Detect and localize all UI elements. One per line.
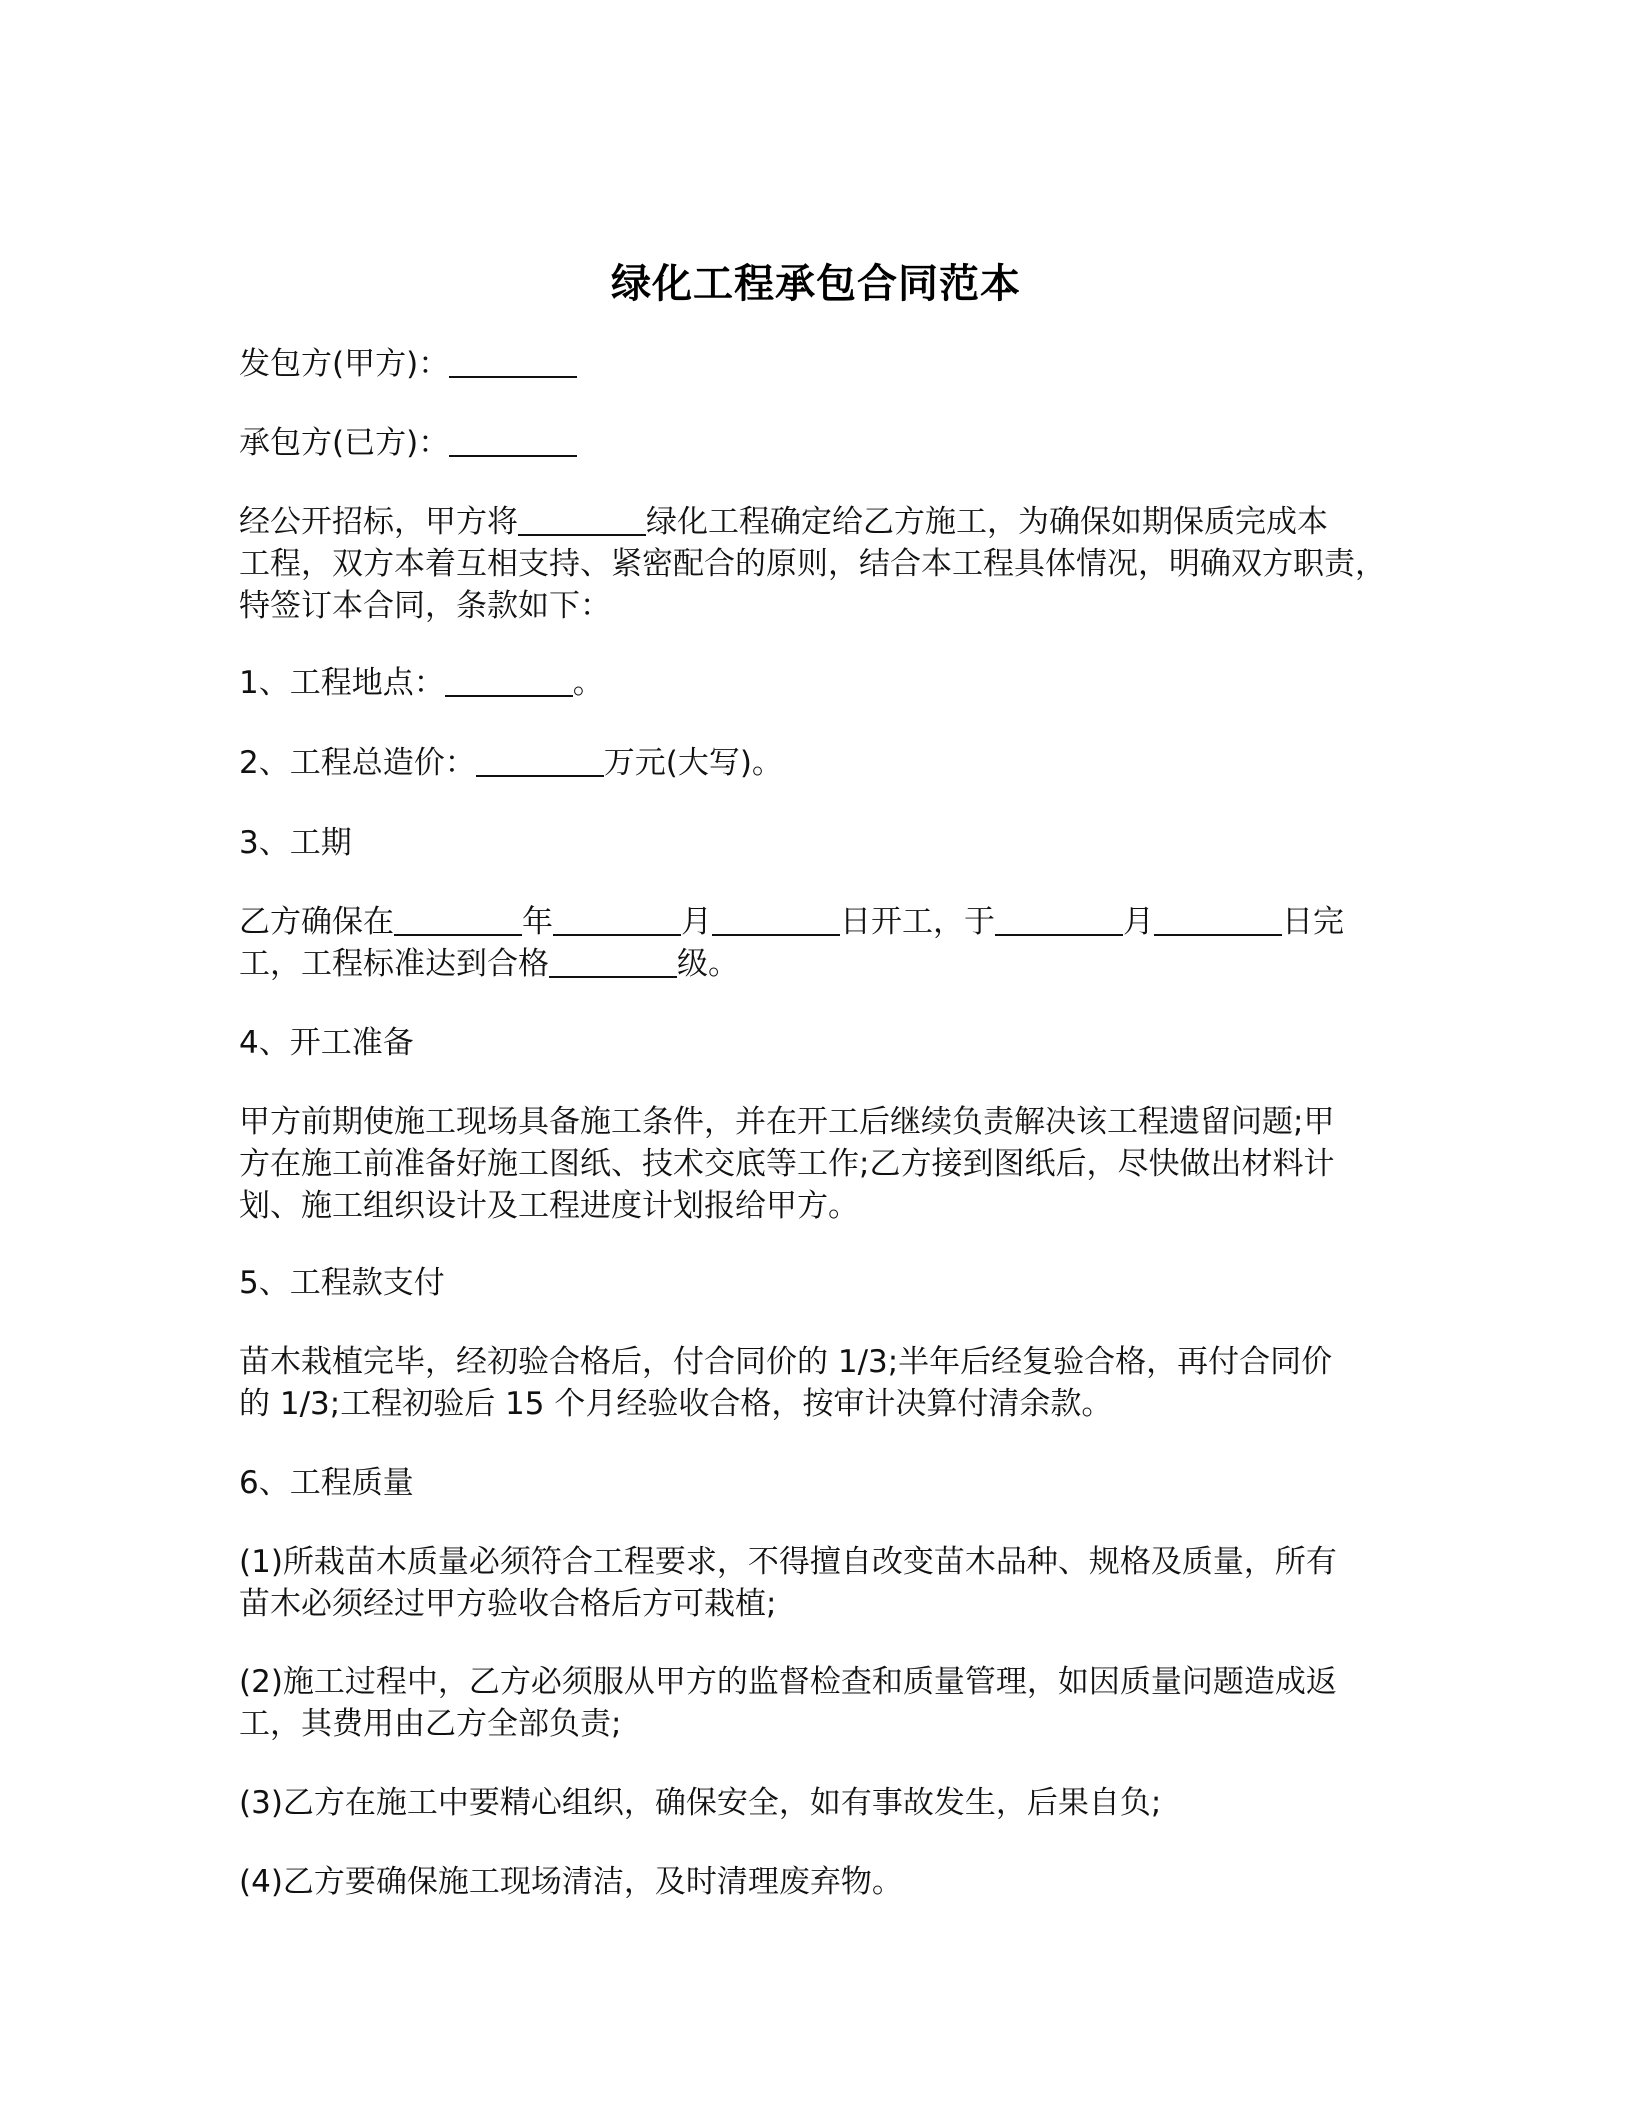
clause-4-line: 划、施工组织设计及工程进度计划报给甲方。 <box>239 1188 859 1224</box>
clause-2-label: 2、工程总造价： <box>239 745 476 781</box>
clause-4-line: 方在施工前准备好施工图纸、技术交底等工作;乙方接到图纸后，尽快做出材料计 <box>239 1146 1335 1182</box>
clause-5-heading: 5、工程款支付 <box>239 1265 445 1301</box>
party-b-line <box>239 422 577 464</box>
clause-6-item-1: (1)所栽苗木质量必须符合工程要求，不得擅自改变苗木品种、规格及质量，所有 <box>239 1544 1337 1580</box>
location-blank[interactable] <box>445 665 573 697</box>
clause-2 <box>239 742 783 784</box>
clause-3-heading: 3、工期 <box>239 825 352 861</box>
grade-blank[interactable] <box>549 946 677 978</box>
party-b-blank[interactable] <box>449 425 577 457</box>
intro-line-3: 特签订本合同，条款如下： <box>239 588 611 624</box>
clause-4-heading: 4、开工准备 <box>239 1025 414 1061</box>
end-day-blank[interactable] <box>1154 904 1282 936</box>
intro-line-2: 工程，双方本着互相支持、紧密配合的原则，结合本工程具体情况，明确双方职责， <box>239 546 1386 582</box>
clause-1-label: 1、工程地点： <box>239 665 445 701</box>
clause-6-item-1: 苗木必须经过甲方验收合格后方可栽植; <box>239 1586 777 1622</box>
project-name-blank[interactable] <box>518 504 646 536</box>
start-year-blank[interactable] <box>394 904 522 936</box>
clause-3-text: 工，工程标准达到合格 <box>239 946 549 982</box>
clause-6-item-4: (4)乙方要确保施工现场清洁，及时清理废弃物。 <box>239 1864 903 1900</box>
clause-1-end: 。 <box>572 665 604 701</box>
clause-5-line: 苗木栽植完毕，经初验合格后，付合同价的 1/3;半年后经复验合格，再付合同价 <box>239 1344 1333 1380</box>
clause-3-line-1 <box>239 901 1344 943</box>
clause-3-text: 年 <box>522 904 553 940</box>
clause-3-text: 月 <box>1123 904 1154 940</box>
clause-3-text: 日完 <box>1282 904 1344 940</box>
clause-6-item-2: (2)施工过程中，乙方必须服从甲方的监督检查和质量管理，如因质量问题造成返 <box>239 1664 1337 1700</box>
start-day-blank[interactable] <box>712 904 840 936</box>
clause-3-text: 级。 <box>677 946 739 982</box>
start-month-blank[interactable] <box>553 904 681 936</box>
intro-text: 绿化工程确定给乙方施工，为确保如期保质完成本 <box>646 504 1328 540</box>
clause-6-heading: 6、工程质量 <box>239 1465 414 1501</box>
clause-3-text: 日开工，于 <box>840 904 995 940</box>
clause-1 <box>239 662 604 704</box>
clause-2-unit: 万元(大写)。 <box>603 745 783 781</box>
intro-line-1 <box>239 501 1328 543</box>
clause-3-text: 月 <box>681 904 712 940</box>
document-title: 绿化工程承包合同范本 <box>611 261 1021 307</box>
clause-5-line: 的 1/3;工程初验后 15 个月经验收合格，按审计决算付清余款。 <box>239 1386 1113 1422</box>
price-blank[interactable] <box>476 745 604 777</box>
intro-text: 经公开招标，甲方将 <box>239 504 518 540</box>
clause-3-line-2 <box>239 943 739 985</box>
clause-4-line: 甲方前期使施工现场具备施工条件，并在开工后继续负责解决该工程遗留问题;甲 <box>239 1104 1335 1140</box>
party-a-line <box>239 343 577 385</box>
party-b-label: 承包方(已方)： <box>239 425 450 461</box>
end-month-blank[interactable] <box>995 904 1123 936</box>
clause-3-text: 乙方确保在 <box>239 904 394 940</box>
party-a-blank[interactable] <box>449 346 577 378</box>
party-a-label: 发包方(甲方)： <box>239 346 450 382</box>
clause-6-item-2: 工，其费用由乙方全部负责; <box>239 1706 622 1742</box>
clause-6-item-3: (3)乙方在施工中要精心组织，确保安全，如有事故发生，后果自负; <box>239 1785 1162 1821</box>
